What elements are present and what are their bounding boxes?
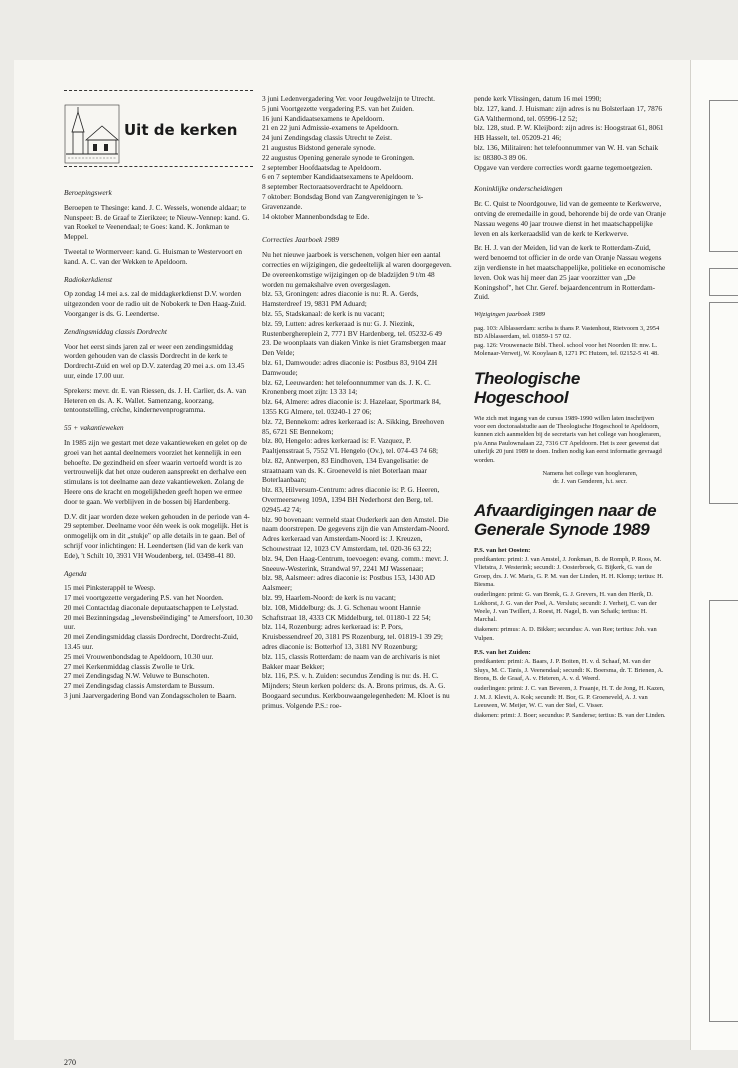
list-item: Opgave van verdere correcties wordt gaarne tegemoetgezien.	[474, 162, 653, 172]
list-item: diakenen: primi: J. Boer; secundus: P. Sanderse; tertius: B. van der Linden.	[474, 712, 666, 720]
list-item: 27 mei Zendingsdag classis Amsterdam te Bussum.	[64, 681, 215, 691]
paragraph: pag. 103: Alblasserdam: scriba is thans P. Vastenhout, Rietvoorn 3, 2954 BD Alblasserdam, tel. 01859-1 57 02.	[474, 324, 660, 341]
list-item: De overeenkomstige wijzigingen op de bladzijden 9 t/m 48 worden nu gemakshalve even overgeslagen.	[262, 269, 435, 289]
paragraph: pag. 126: Vrouwenacte Bibl. Theol. school voor het Noorden II: mw. L. Molenaar-Verweij, W. Kooylaan 8, 1271 PC Huizen, tel. 02152-5 41 48.	[474, 341, 659, 358]
list-item: 6 en 7 september Kandidaatsexamens te Apeldoorn.	[262, 172, 414, 182]
next-page-box	[709, 600, 738, 1022]
paragraph: Voor het eerst sinds jaren zal er weer een zendingsmiddag worden gehouden van de classis Dordrecht in de kerk te Dordrecht-Zuid en wel op D.V. zaterdag 20 mei a.s. om 13.45 uur, einde 17.00 uur.	[64, 341, 245, 380]
list-item: ouderlingen: primi: J. C. van Beveren, J. Fraanje, H. T. de Jong, H. Kazen, J. M. J. Klevit, A. Kok; secundi: H. Bor, G. P. Groeneveld, A. J. van Leeuwen, W. Meijer, W. C. van der Stel, C. Visser.	[474, 685, 665, 709]
document-page	[14, 60, 690, 1067]
list-item: Adres kerkeraad van Amsterdam-Noord is: J. Kreuzen, Schouwstraat 12, 1023 CV Amsterdam, tel. 020-36 63 22;	[262, 534, 432, 554]
list-item: blz. 99, Haarlem-Noord: de kerk is nu vacant;	[262, 593, 396, 603]
list-item: blz. 80, Hengelo: adres kerkeraad is: F. Vazquez, P. Paaltjensstraat 5, 7552 VL Hengelo (Ov.), tel. 074-43 74 68;	[262, 436, 439, 456]
section-title: Uit de kerken	[124, 121, 238, 140]
paragraph: Sprekers: mevr. dr. E. van Riessen, ds. J. H. Carlier, ds. A. van Heteren en ds. A. K. Wallet. Samenzang, koorzang, tentoonstelling, crèche, kindernevenprogramma.	[64, 385, 247, 415]
paragraph: D.V. dit jaar worden deze weken gehouden in de periode van 4-29 september. Deelname voor één week is ook mogelijk. Het is onmogelijk om in dit „stukje" op alle details in te gaan. Bel of schrijf voor inlichtingen: H. Leendertsen (lid van de kerk van Ede), 't Schilt 10, 3931 VH Woudenberg, tel. 03498-41 80.	[64, 511, 250, 560]
list-item: blz. 127, kand. J. Huisman: zijn adres is nu Bolsterlaan 17, 7876 GA Valthermond, tel. 05996-12 52;	[474, 103, 663, 123]
next-page-box	[709, 302, 738, 504]
list-item: blz. 136, Militairen: het telefoonnummer van W. H. van Schaik is: 08380-3 89 06.	[474, 142, 659, 162]
heading-onderscheidingen: Koninklijke onderscheidingen	[474, 184, 563, 194]
list-item: 5 juni Voortgezette vergadering P.S. van het Zuiden.	[262, 103, 414, 113]
heading-afvaardigingen: Afvaardigingen naar de Generale Synode 1989	[474, 500, 657, 539]
list-item: blz. 61, Damwoude: adres diaconie is: Postbus 83, 9104 ZH Damwoude;	[262, 357, 438, 377]
column-2	[262, 94, 452, 711]
subheading-oosten: P.S. van het Oosten:	[474, 546, 531, 554]
list-item: Nu het nieuwe jaarboek is verschenen, volgen hier een aantal correcties en wijzigingen, die gedeeltelijk al waren doorgegeven.	[262, 250, 452, 269]
heading-correcties: Correcties Jaarboek 1989	[262, 235, 339, 245]
list-item: predikanten: primi: A. Baars, J. P. Boiten, H. v. d. Schaaf, M. van der Sluys, M. C. Tanis, J. Veenendaal; secundi: K. Boersma, dr. T. Brienen, A. Brons, B. de Graaf, A. v. Heteren, A. v. d. Weerd.	[474, 658, 664, 682]
header-rule-bottom	[64, 166, 253, 170]
list-item: ouderlingen: primi: G. van Brenk, G. J. Grevers, H. van den Herik, D. Lokhorst, J. G. van der Poel, A. Versluis; secundi: J. Verheij, C. van der Weele, J. van Twillert, J. Roest, H. Nagel, B. van Schaik; tertius: H. Marchal.	[474, 591, 657, 624]
signature-line-2: dr. J. van Genderen, h.t. secr.	[552, 478, 627, 486]
list-item: blz. 128, stud. P. W. Kleijbord: zijn adres is: Hoogstraat 61, 8061 HB Hasselt, tel. 05209-21 46;	[474, 123, 664, 143]
paragraph: In 1985 zijn we gestart met deze vakantieweken en gelet op de groei van het aantal deelnemers voorziet het kennelijk in een behoefte. De gezindheid en sfeer waarin vertoefd wordt is zo vertrouwelijk dat het onze ouderen aanspreekt en derhalve een stimulans is tot deelname aan deze vakantieweken. Zolang de Heere ons de kracht en mogelijkheden geeft hopen we ermee door te gaan. We verblijven in de bossen bij Hardenberg.	[64, 437, 247, 506]
heading-zendingsmiddag: Zendingsmiddag classis Dordrecht	[64, 326, 167, 336]
list-item: blz. 64, Almere: adres diaconie is: J. Hazelaar, Sportmark 84, 1355 KG Almere, tel. 03240-1 27 06;	[262, 397, 441, 416]
list-item: blz. 72, Bennekom: adres kerkeraad is: A. Sikking, Breehoven 85, 6721 SE Bennekom;	[262, 416, 444, 436]
list-item: 16 juni Kandidaatsexamens te Apeldoorn.	[262, 113, 385, 123]
list-item: blz. 62, Leeuwarden: het telefoonnummer van ds. J. K. C. Kronenberg moet zijn: 13 33 14;	[262, 377, 431, 397]
list-item: blz. 98, Aalsmeer: adres diaconie is: Postbus 153, 1430 AD Aalsmeer;	[262, 573, 436, 593]
section-header	[64, 102, 253, 166]
paragraph: Tweetal te Wormerveer: kand. G. Huisman te Westervoort en kand. A. C. van der Wekken te Apeldoorn.	[64, 246, 242, 266]
list-item: 21 en 22 juni Admissie-examens te Apeldoorn.	[262, 123, 399, 133]
subheading-zuiden: P.S. van het Zuiden:	[474, 649, 531, 657]
list-item: blz. 53, Groningen: adres diaconie is nu: R. A. Gerds, Hamsterdreef 19, 9831 PM Aduard;	[262, 289, 419, 309]
list-item: 22 augustus Opening generale synode te Groningen.	[262, 152, 415, 162]
list-item: blz. 114, Rozenburg: adres kerkeraad is: P. Pors, Kruisbessendreef 20, 3181 PS Rozenburg, tel. 01819-1 39 29; adres diaconie is: Botterhof 13, 3181 NV Rozenburg;	[262, 622, 443, 652]
list-item: blz. 59, Lutten: adres kerkeraad is nu: G. J. Niezink, Rustenberghereplein 2, 7771 BV Hardenberg, tel. 05232-6 49 23. De woonplaats van diaken Vinke is niet Gramsbergen maar Den Velde;	[262, 318, 447, 358]
list-item: blz. 82, Antwerpen, 83 Eindhoven, 134 Evangelisatie: de straatnaam van ds. K. Groeneveld is niet Boterlaan maar Boterlaanbaan;	[262, 455, 429, 485]
agenda-list	[64, 583, 253, 701]
paragraph: Wie zich met ingang van de cursus 1989-1990 willen laten inschrijven voor een doctoraalstudie aan de Theologische Hogeschool te Apeldoorn, kunnen zich aanmelden bij de secretaris van het college van hoogleraren, p/a Anna Paulownalaan 22, 7316 CT Apeldoorn. Het is zeer gewenst dat uiterlijk 20 juni 1989 te doen. Indien nodig kan eerst informatie gevraagd worden.	[474, 414, 662, 464]
column-3	[474, 94, 666, 722]
list-item: 27 mei Kerkenmiddag classis Zwolle te Urk.	[64, 661, 195, 671]
heading-beroepingswerk: Beroepingswerk	[64, 188, 112, 197]
church-icon	[64, 104, 120, 164]
list-item: blz. 108, Middelburg: ds. J. G. Schenau woont Hannie Schaftstraat 18, 4333 CK Middelburg, tel. 01180-1 22 54;	[262, 602, 431, 622]
list-item: 3 juni Jaarvergadering Bond van Zondagsscholen te Baarn.	[64, 691, 237, 701]
heading-radiokerkdienst: Radiokerkdienst	[64, 274, 113, 284]
list-item: 15 mei Pinksterappèl te Weesp.	[64, 583, 156, 593]
list-item: diakenen: primus: A. D. Bikker; secundus: A. van Ree; tertius: Joh. van Vulpen.	[474, 626, 657, 642]
list-item: 20 mei Zendingsmiddag classis Dordrecht, Dordrecht-Zuid, 13.45 uur.	[64, 632, 239, 652]
list-item: blz. 94, Den Haag-Centrum, toevoegen: evang. comm.: mevr. J. Sneeuw-Westerink, Strandwal 97, 2241 MJ Wassenaar;	[262, 553, 449, 573]
list-item: 17 mei voortgezette vergadering P.S. van het Noorden.	[64, 593, 224, 603]
list-item: 8 september Rectoraatsoverdracht te Apeldoorn.	[262, 182, 403, 192]
list-item: 24 juni Zendingsdag classis Utrecht te Zeist.	[262, 133, 392, 143]
list-item: blz. 116, P.S. v. h. Zuiden: secundus Zending is nu: ds. H. C. Mijnders; Steun kerken polders: ds. A. Brons primus, ds. A. G. Boogaard secundus. Kerkbouwaangelegenheden: M. Kloet is nu primus. Volgende P.S.: roe-	[262, 671, 450, 710]
next-page-edge	[690, 60, 738, 1050]
list-item: predikanten: primi: J. van Amstel, J. Jonkman, B. de Romph, P. Roos, M. Vlietstra, J. Westerink; secundi: J. Oosterbroek, G. Bijkerk, G. van de Groep, drs. J. W. Maris, G. P. M. van der Linden, H. H. Klomp; tertius: H. Biesma.	[474, 556, 664, 588]
column-1	[64, 90, 253, 701]
list-item: 21 augustus Bidstond generale synode.	[262, 142, 376, 152]
list-item: blz. 55, Stadskanaal: de kerk is nu vacant;	[262, 308, 385, 318]
paragraph: Beroepen te Thesinge: kand. J. C. Wessels, wonende aldaar; te Nunspeet: B. de Graaf te Zierikzee; te Nieuw-Vennep: kand. G. van Roekel te Veenendaal; te Goes: kand. K. Jonkman te Meppel.	[64, 202, 250, 242]
next-page-box	[709, 100, 738, 252]
list-item: 7 oktober: Bondsdag Bond van Zangverenigingen te 's-Gravenzande.	[262, 191, 424, 211]
list-item: 27 mei Zendingsdag N.W. Veluwe te Bunschoten.	[64, 671, 210, 681]
list-item: 20 mei Contactdag diaconale deputaatschappen te Lelystad.	[64, 602, 239, 612]
signature-line-1: Namens het college van hoogleraren,	[542, 470, 638, 477]
header-rule-top	[64, 90, 253, 94]
heading-hogeschool: Theologische Hogeschool	[474, 368, 580, 407]
list-item: blz. 90 bovenaan: vermeld staat Ouderkerk aan den Amstel. Die naam doorstrepen. De gegevens zijn die van Amsterdam-Noord.	[262, 514, 450, 534]
paragraph: Br. C. Quist te Noordgouwe, lid van de gemeente te Kerkwerve, ontving de eremedaille in goud, behorende bij de orde van Oranje Nassau wegens 40 jaar trouwe dienst in het maatschappelijke leven en als kerkeraadslid van de kerk te Kerkwerve.	[474, 199, 666, 238]
heading-agenda: Agenda	[64, 568, 87, 578]
list-item: blz. 115, classis Rotterdam: de naam van de archivaris is niet Bakker maar Bekker;	[262, 651, 441, 671]
agenda-list-continued	[262, 94, 452, 221]
correcties-list	[262, 250, 452, 710]
synode-list	[474, 547, 666, 721]
heading-wijzigingen: Wijzigingen jaarboek 1989	[474, 311, 546, 319]
paragraph: Br. H. J. van der Meiden, lid van de kerk te Rotterdam-Zuid, werd benoemd tot officier in de orde van Oranje Nassau wegens zijn verdienste in het maatschappelijke, politieke en economische leven. Ook was hij meer dan 25 jaar voorzitter van „De Koningshof", het Chr. Geref. bejaardencentrum in Rotterdam-Zuid.	[474, 243, 666, 302]
list-item: 14 oktober Mannenbondsdag te Ede.	[262, 211, 370, 221]
list-item: 20 mei Bezinningsdag „levensbeëindiging" te Amersfoort, 10.30 uur.	[64, 612, 253, 632]
list-item: pende kerk Vlissingen, datum 16 mei 1990;	[474, 94, 602, 103]
list-item: blz. 83, Hilversum-Centrum: adres diaconie is: P. G. Heeren, Overmeerseweg 109A, 1394 BH Nederhorst den Berg, tel. 02945-42 74;	[262, 485, 440, 514]
correcties-list-continued	[474, 94, 666, 172]
list-item: 3 juni Ledenvergadering Ver. voor Jeugdwelzijn te Utrecht.	[262, 94, 435, 103]
heading-vakantieweken: 55 + vakantieweken	[64, 423, 124, 433]
list-item: 25 mei Vrouwenbondsdag te Apeldoorn, 10.30 uur.	[64, 651, 214, 661]
list-item: 2 september Hoofdaatsdag te Apeldoorn.	[262, 162, 382, 172]
paragraph: Op zondag 14 mei a.s. zal de middagkerkdienst D.V. worden uitgezonden voor de radio uit de Nobokerk te Den Haag-Zuid. Voorganger is ds. G. Leendertse.	[64, 289, 246, 318]
page-number: 270	[64, 1058, 76, 1067]
next-page-box	[709, 268, 738, 296]
